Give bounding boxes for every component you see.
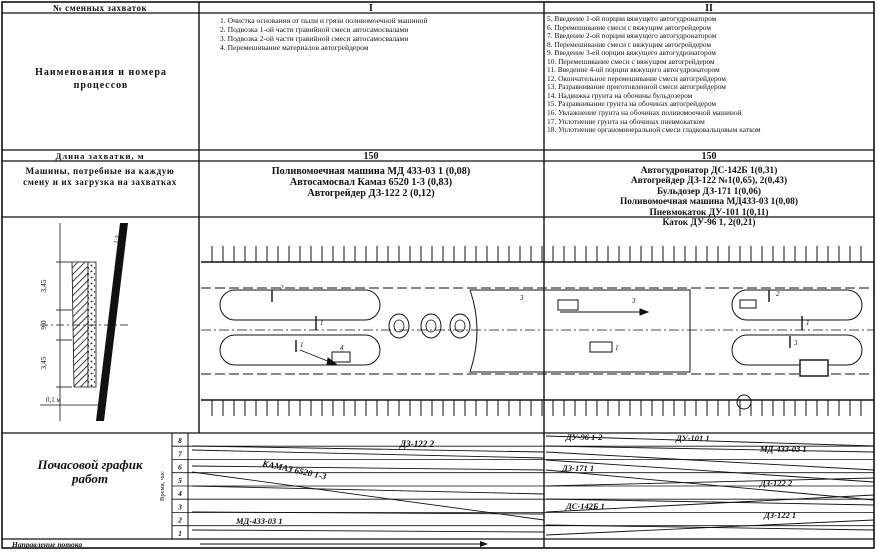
process-item: 5. Введение 1-ой порции вяжущего автогудронатором [547,15,717,23]
process-item: 6. Перемешивание смеси с вяжущим автогрейдером [547,22,712,32]
machines-row-label: Машины, потребные на каждую смену и их загрузка на захватках [23,166,177,187]
flow-direction-arrow [200,541,488,547]
hour-label: 7 [178,449,182,459]
bar-label: МД-433-03 1 [760,444,807,454]
process-item: 9. Введение 3-ей порции вяжущего автогудронатором [547,48,716,58]
hour-label: 5 [178,475,182,485]
dim-bot: 3,45 [39,356,48,370]
processes-row-label: Наименования и номера процессов [35,67,167,91]
process-item: 16. Увлажнение грунта на обочинах поливомоечной машиной [547,108,742,118]
zone1-number: I [369,3,373,14]
plan-mark: 1 [320,319,324,327]
bar-label: ДУ-96 1-2 [566,432,603,442]
plan-marks [280,284,810,352]
bar-label: ДЗ-171 1 [562,463,595,473]
bar-label: МД-433-03 1 [236,516,283,526]
process-item: 11. Введение 4-ой порции вяжущего автогудронатором [547,65,720,75]
machine-entry: Автогудронатор ДС-142Б 1(0,31) [640,166,778,176]
plan-mark: 3 [632,297,636,305]
plan-mark: 2 [280,284,284,292]
zone2-number: II [705,3,713,14]
machine-entry: Каток ДУ-96 1, 2(0,21) [662,218,756,229]
machine-entry: Поливомоечная машина МД433-03 1(0,08) [620,197,798,208]
dim-small: 0,1 м [46,396,61,404]
machine-entry: Автогрейдер ДЗ-122 №1(0,65), 2(0,43) [630,176,788,187]
plan-mark: 4 [340,344,344,352]
hour-label: 4 [178,489,182,498]
zone2-length: 150 [701,151,717,162]
process-item: 7. Введение 2-ой порции вяжущего автогудронатором [547,31,717,41]
hour-label: 1 [178,528,182,538]
plan-mark: 1 [806,319,810,327]
zone1-machines [210,166,532,199]
time-axis-label: Время, час [159,471,166,501]
road-cross-section [40,223,130,421]
zone2-machines [548,166,870,228]
bar-label: ДЗ-122 2 [400,439,434,449]
process-item: 15. Разравнивание грунта на обочинах автогрейдером [547,99,717,109]
road-plan [201,246,874,416]
bar-label: ДС-142Б 1 [566,501,605,511]
hour-label: 2 [178,515,182,525]
hour-label: 6 [178,462,182,472]
schedule-label-box [20,458,160,486]
process-item: 1. Очистка основания от пыли и грязи поливомоечной машиной [220,16,428,25]
process-item: 17. Уплотнение грунта на обочинах пневмокатком [547,116,705,126]
schedule-label-text: Почасовой график работ [37,458,143,486]
plan-mark: 2 [776,290,780,298]
process-item: 12. Окончательное перемешивание смеси автогрейдером [547,73,726,83]
bar-label: КАМАЗ 6520 1-3 [261,458,328,482]
machine-entry: Автогрейдер ДЗ-122 2 (0,12) [307,188,435,199]
process-item: 3. Подвозка 2-ой части гравийной смеси автосамосвалами [220,34,409,43]
plan-mark: 3 [520,294,524,302]
zone2-process-list [547,15,873,135]
hour-labels [177,436,182,538]
plan-mark: 3 [794,339,798,347]
machine-entry: Автосамосвал Камаз 6520 1-3 (0,83) [289,177,453,188]
machine-entry: Поливомоечная машина МД 433-03 1 (0,08) [271,166,471,177]
dim-mid: 9,0 [39,320,48,330]
dim-top: 3,45 [39,279,48,293]
hour-label: 3 [178,502,182,512]
bar-label: ДУ-101 1 [676,433,710,443]
process-item: 2. Подвозка 1-ой части гравийной смеси автосамосвалами [220,25,409,34]
length-row-label: Длина захватки, м [55,151,145,161]
flow-direction-label: Направление потока [12,540,83,549]
process-item: 18. Уплотнение органоминеральной смеси гладковальцовым катком [547,125,761,135]
machine-entry: Пневмокаток ДУ-101 1(0,11) [649,207,769,218]
zone1-length: 150 [363,151,379,162]
plan-mark: 1 [615,344,619,352]
header-col-label: № сменных захваток [52,3,148,13]
process-item: 8. Перемешивание смеси с вяжущим автогрейдером [547,39,712,49]
process-item: 13. Разравнивание приготовленной смеси автогрейдером [547,82,726,92]
process-item: 10. Перемешивание смеси с вяжущим автогрейдером [547,56,715,66]
bar-label: ДЗ-122 2 [760,478,793,488]
slope-ratio: 1:3 [113,234,122,245]
zone1-process-list [220,16,520,52]
plan-mark: 1 [300,341,304,349]
bar-label: ДЗ-122 1 [764,510,797,520]
process-item: 14. Надвижка грунта на обочины бульдозером [547,90,693,100]
process-item: 4. Перемешивание материалов автогрейдером [220,43,369,52]
hour-label: 8 [178,436,182,445]
machine-entry: Бульдозер ДЗ-171 1(0,06) [656,186,762,197]
